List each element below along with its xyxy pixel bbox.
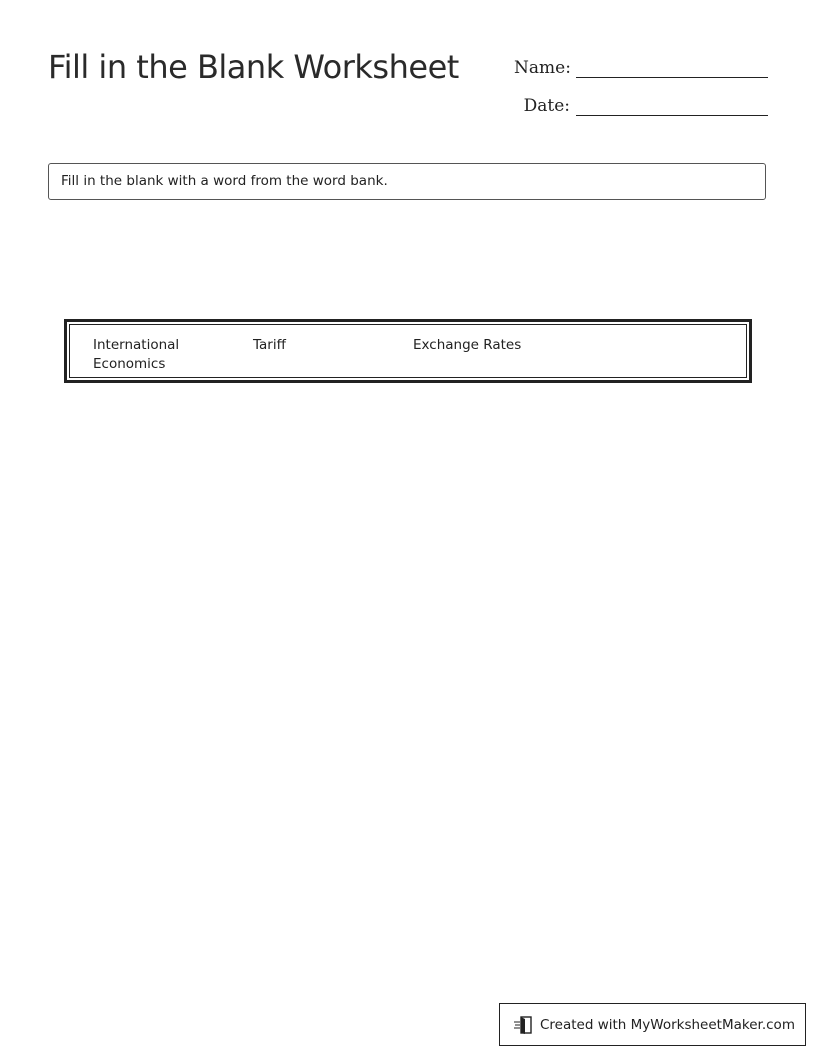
word-bank-item: International Economics bbox=[93, 337, 180, 372]
instructions-text: Fill in the blank with a word from the word bank. bbox=[61, 173, 388, 189]
date-field bbox=[514, 94, 768, 116]
footer-credit[interactable] bbox=[499, 1003, 806, 1046]
footer-text: Created with MyWorksheetMaker.com bbox=[540, 1016, 795, 1033]
name-label: Name: bbox=[514, 58, 571, 78]
word-bank-inner-border bbox=[69, 324, 747, 378]
word-bank-item: Tariff bbox=[253, 337, 286, 353]
name-blank-line[interactable] bbox=[576, 77, 768, 78]
date-blank-line[interactable] bbox=[576, 115, 768, 116]
word-bank-item: Exchange Rates bbox=[413, 337, 522, 353]
instructions-box bbox=[48, 163, 766, 200]
date-label: Date: bbox=[523, 96, 570, 116]
page-flip-logo-icon bbox=[512, 1014, 534, 1036]
word-bank bbox=[64, 319, 752, 383]
name-field bbox=[514, 56, 768, 78]
page-title: Fill in the Blank Worksheet bbox=[48, 48, 459, 86]
